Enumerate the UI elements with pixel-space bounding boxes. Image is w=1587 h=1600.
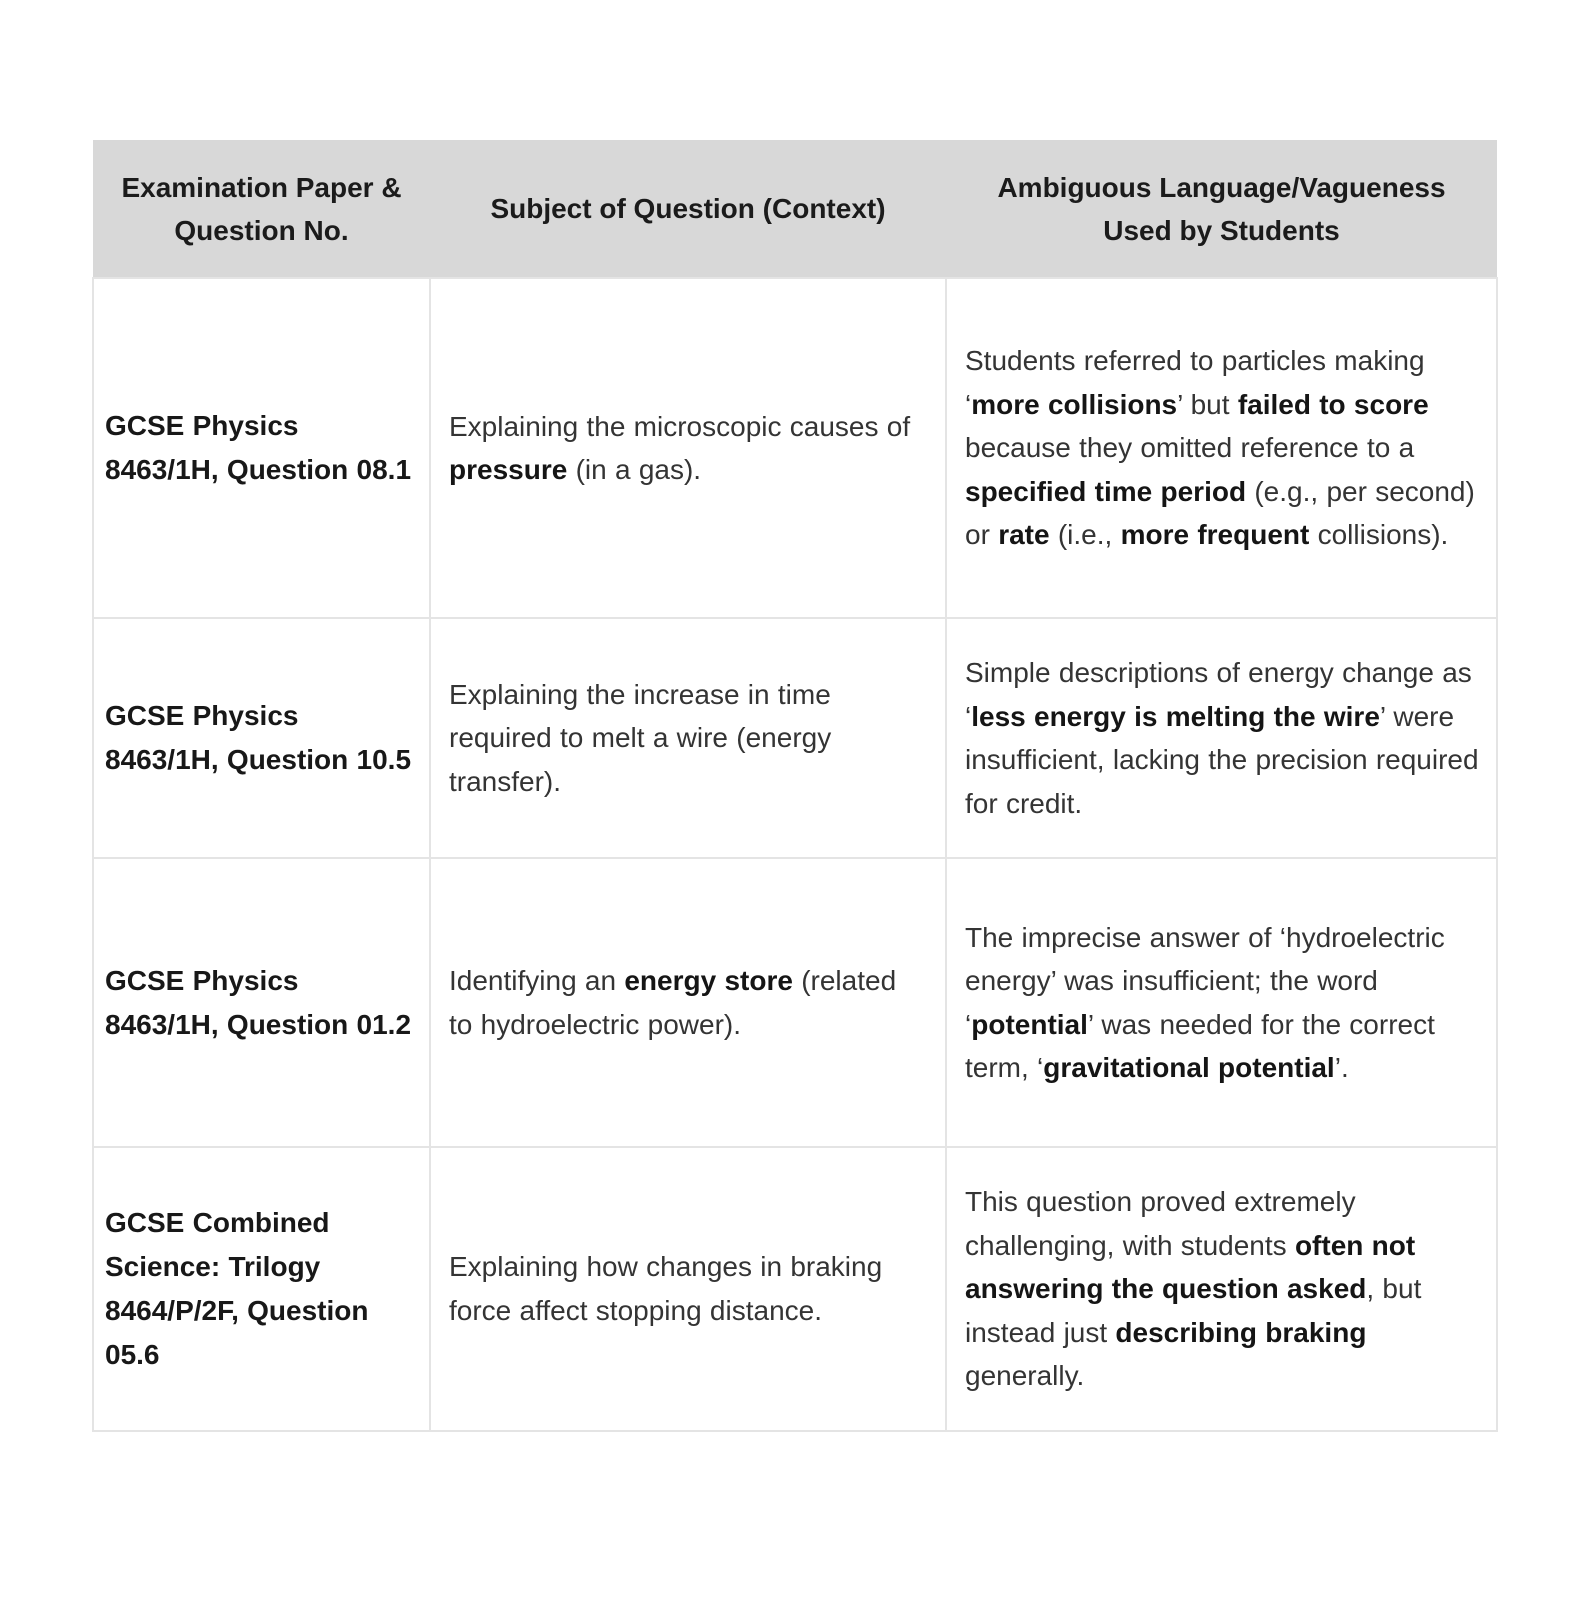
cell-ambiguity: This question proved extremely challenging, with students often not answering the question asked, but instead just describing braking generally. xyxy=(946,1147,1497,1431)
cell-subject: Explaining how changes in braking force affect stopping distance. xyxy=(430,1147,946,1431)
cell-subject: Explaining the increase in time required to melt a wire (energy transfer). xyxy=(430,618,946,858)
header-row xyxy=(93,140,1497,278)
header-cell-paper: Examination Paper & Question No. xyxy=(93,140,430,278)
cell-subject: Explaining the microscopic causes of pressure (in a gas). xyxy=(430,278,946,618)
cell-paper: GCSE Physics 8463/1H, Question 01.2 xyxy=(93,858,430,1147)
cell-ambiguity: Simple descriptions of energy change as ‘less energy is melting the wire’ were insufficient, lacking the precision required for credit. xyxy=(946,618,1497,858)
cell-paper: GCSE Physics 8463/1H, Question 08.1 xyxy=(93,278,430,618)
ambiguity-table xyxy=(92,140,1498,1432)
table-row xyxy=(93,1147,1497,1431)
cell-subject: Identifying an energy store (related to hydroelectric power). xyxy=(430,858,946,1147)
header-cell-ambiguity: Ambiguous Language/Vagueness Used by Students xyxy=(946,140,1497,278)
cell-paper: GCSE Physics 8463/1H, Question 10.5 xyxy=(93,618,430,858)
cell-paper: GCSE Combined Science: Trilogy 8464/P/2F, Question 05.6 xyxy=(93,1147,430,1431)
cell-ambiguity: Students referred to particles making ‘more collisions’ but failed to score because they omitted reference to a specified time period (e.g., per second) or rate (i.e., more frequent collisions). xyxy=(946,278,1497,618)
table-row xyxy=(93,278,1497,618)
header-cell-subject: Subject of Question (Context) xyxy=(430,140,946,278)
table-row xyxy=(93,858,1497,1147)
table-row xyxy=(93,618,1497,858)
cell-ambiguity: The imprecise answer of ‘hydroelectric energy’ was insufficient; the word ‘potential’ was needed for the correct term, ‘gravitational potential’. xyxy=(946,858,1497,1147)
